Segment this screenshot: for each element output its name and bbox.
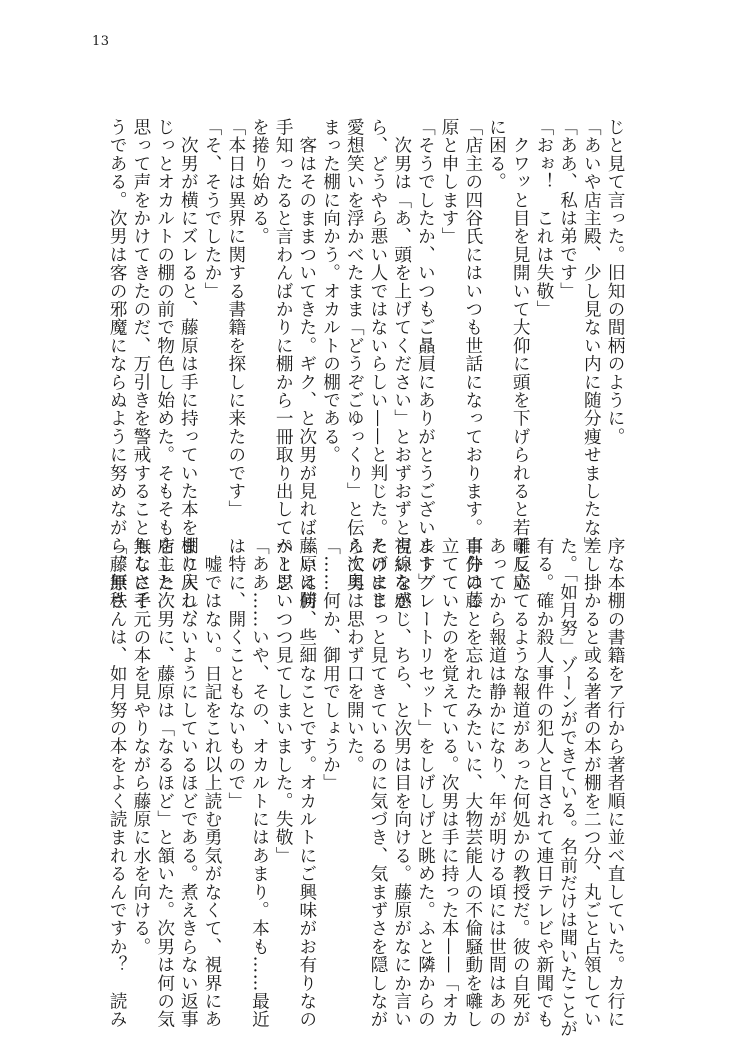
text-line: 「いえ何、些細なことです。オカルトにご興味がお有りなの <box>296 537 317 1029</box>
text-line: あってから報道は静かになり、年が明ける頃には世間はあの <box>486 537 507 1029</box>
text-line: 「そうでしたか、いつもご贔屓にありがとうございます」 <box>415 118 436 592</box>
text-line: 手知ったると言わんばかりに棚から一冊取り出してページ <box>273 118 294 592</box>
text-line: 「あいや店主殿、少し見ない内に随分痩せましたな」 <box>581 118 602 555</box>
text-line: 事件のことを忘れたみたいに、大物芸能人の不倫騒動を囃し <box>462 537 483 1029</box>
text-line: ら、どうやら悪い人ではないらしい——と判じた。そのまま <box>367 118 388 610</box>
text-line: 序な本棚の書籍をア行から著者順に並べ直していた。カ行に <box>605 537 625 1029</box>
text-line: まり入れないようにしているほどである。煮えきらない返事 <box>178 537 199 1029</box>
text-line: 思って声をかけてきたのだ、万引きを警戒することもなさそ <box>130 118 151 610</box>
text-line: 差し掛かると或る著者の本が棚を二つ分、丸ごと占領してい <box>581 537 602 1029</box>
lower-text-block <box>105 537 626 1038</box>
text-line: 「おぉ！ これは失敬」 <box>533 118 554 319</box>
text-line: クワッと目を見開いて大仰に頭を下げられると若干反応 <box>510 118 531 592</box>
text-line: 「……何か、御用でしょうか」 <box>320 537 341 792</box>
text-line: に困る。 <box>486 118 507 191</box>
text-line: 「店主の四谷氏にはいつも世話になっております。自分は藤 <box>462 118 483 610</box>
text-line: 無しに手元の本を見やりながら藤原に水を向ける。 <box>130 537 151 956</box>
text-line: じっとオカルトの棚の前で物色し始めた。そもそも店主と <box>154 118 175 592</box>
text-line: うである。次男は客の邪魔にならぬように努めながら、無秩 <box>107 118 128 610</box>
text-line: 「ああ、私は弟です」 <box>557 118 578 300</box>
text-line: 「本日は異界に関する書籍を探しに来たのです」 <box>225 118 246 519</box>
text-line: 「ああ……いや、その、オカルトにはあまり。本も……最近 <box>249 537 270 1029</box>
text-line: たげにじっと見てきているのに気づき、気まずさを隠しなが <box>367 537 388 1029</box>
text-line: 立てていたのを覚えている。次男は手に持った本——「オカ <box>439 537 460 1029</box>
page-number: 13 <box>92 34 110 49</box>
text-line: 嘘ではない。日記をこれ以上読む勇気がなくて、視界にあ <box>202 537 223 1029</box>
text-line: 愛想笑いを浮かべたまま「どうぞごゆっくり」と伝えて奥 <box>344 118 365 592</box>
text-line: をした次男に、藤原は「なるほど」と頷いた。次男は何の気 <box>154 537 175 1029</box>
text-line: 次男が横にズレると、藤原は手に持っていた本を棚に戻し、 <box>178 118 199 628</box>
text-line: を捲り始める。 <box>249 118 270 246</box>
text-line: かと思いつつ見てしまいました。失敬」 <box>273 537 294 865</box>
text-line: まった棚に向かう。オカルトの棚である。 <box>320 118 341 464</box>
text-line: 原と申します」 <box>439 118 460 246</box>
text-line: 次男は「あ、頭を上げてください」とおずおずと言いなが <box>391 118 412 610</box>
upper-text-block <box>105 118 626 628</box>
text-line: ルトグレートリセット」をしげしげと眺めた。ふと隣からの <box>415 537 436 1029</box>
text-line: は特に、開くこともないもので」 <box>225 537 246 810</box>
text-line: 視線を感じ、ちら、と次男は目を向ける。藤原がなにか言い <box>391 537 412 1029</box>
text-line: た。「如月努」ゾーンができている。名前だけは聞いたことが <box>557 537 578 1038</box>
text-line: 「藤原さんは、如月努の本をよく読まれるんですか？ 読み <box>107 537 128 1029</box>
text-line: じと見て言った。旧知の間柄のように。 <box>605 118 625 446</box>
text-line: 有る。確か殺人事件の犯人と目されて連日テレビや新聞でも <box>533 537 554 1029</box>
text-line: ら次男は思わず口を開いた。 <box>344 537 365 774</box>
text-line: 「そ、そうでしたか」 <box>202 118 223 300</box>
text-line: 客はそのままついてきた。ギク、と次男が見れば藤原は勝 <box>296 118 317 610</box>
text-line: 囃し立てるような報道があった何処かの教授だ。彼の自死が <box>510 537 531 1029</box>
